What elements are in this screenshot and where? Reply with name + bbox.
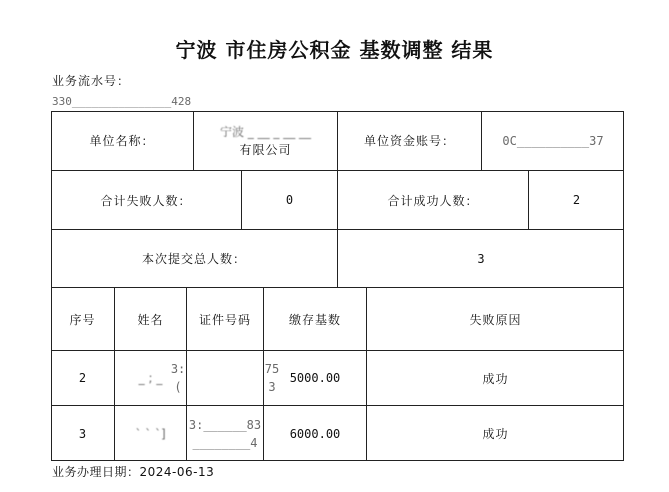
table-row-2-failure-reason: 成功 — [482, 427, 509, 441]
serial-number-label: 业务流水号： — [52, 74, 131, 88]
success-count-value: 2 — [572, 193, 581, 207]
table-row-1-id-line-1: 3: 75 — [170, 362, 280, 376]
unit-account-value: 0C__________37 — [502, 133, 604, 148]
header-deposit-base: 缴存基数 — [288, 312, 341, 327]
table-row-2-deposit-base: 6000.00 — [289, 426, 341, 441]
unit-name-label: 单位名称： — [89, 134, 155, 148]
header-index: 序号 — [69, 312, 96, 327]
table-row-2-id-number — [187, 406, 263, 461]
unit-name-line-1: 宁波 _ __ _ __ __ — [219, 124, 312, 139]
fail-count-value: 0 — [285, 193, 294, 207]
total-count-label: 本次提交总人数： — [141, 252, 246, 266]
fail-count-label: 合计失败人数： — [100, 193, 192, 208]
unit-name-value — [194, 111, 337, 170]
table-row-1-id-line-2: ( 3 — [174, 380, 276, 394]
table-row-1-id-number — [170, 351, 280, 405]
serial-number-value: 330_______________428 — [52, 95, 192, 108]
header-failure-reason: 失败原因 — [469, 312, 522, 327]
table-row-1-failure-reason: 成功 — [482, 371, 509, 386]
table-row-1-deposit-base: 5000.00 — [289, 371, 341, 385]
header-name: 姓名 — [137, 312, 164, 327]
unit-account-label: 单位资金账号： — [363, 134, 455, 148]
processing-date: 业务办理日期：2024-06-13 — [52, 465, 215, 479]
table-row-2-index: 3 — [78, 426, 87, 441]
success-count-label: 合计成功人数： — [387, 193, 479, 208]
unit-name-line-2: 有限公司 — [239, 142, 292, 157]
header-id-number: 证件号码 — [198, 312, 251, 327]
table-row-1-name: _ ; _ — [138, 371, 163, 385]
total-count-value: 3 — [477, 251, 485, 266]
table-row-1-index: 2 — [78, 371, 87, 385]
table-row-2-id-line-1: 3:______83 — [188, 417, 262, 432]
table-row-2-name: ` ` `] — [135, 426, 166, 441]
document-title: 宁波 市住房公积金 基数调整 结果 — [175, 38, 494, 62]
table-row-2-id-line-2: ________4 — [192, 435, 258, 450]
